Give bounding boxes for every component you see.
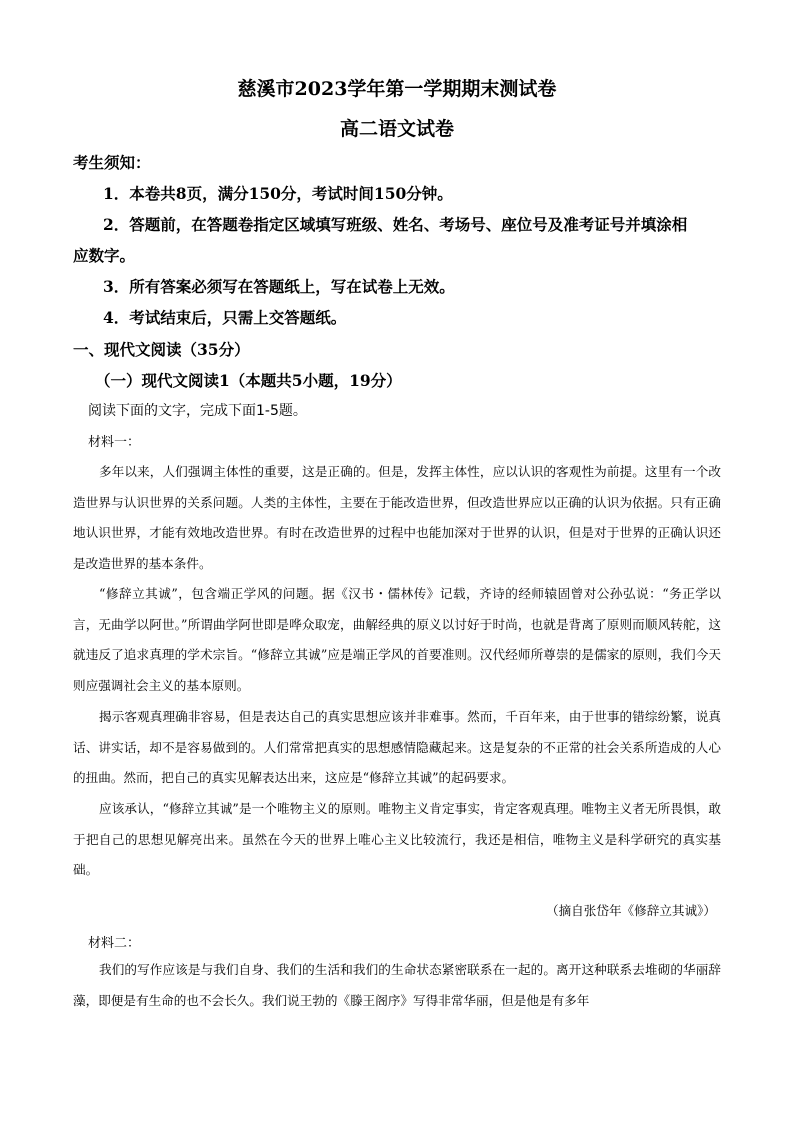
notice-item-2: 2．答题前，在答题卷指定区域填写班级、姓名、考场号、座位号及准考证号并填涂相 [103,215,688,234]
notice-heading: 考生须知： [73,153,151,172]
material1-label: 材料一： [88,435,141,450]
notice-item-2-continued: 应数字。 [73,246,136,265]
material2-paragraph: 我们的写作应该是与我们自身、我们的生活和我们的生命状态紧密联系在一起的。离开这种联系去堆砌的华丽辞藻，即便是有生命的也不会长久。我们说王勃的《滕王阁序》写得非常华丽，但是他是有多年 [73,962,721,1008]
reading-instruction: 阅读下面的文字，完成下面1-5题。 [88,403,307,419]
section-heading: 一、现代文阅读（35分） [73,340,250,359]
notice-item-4: 4．考试结束后，只需上交答题纸。 [103,308,347,327]
exam-title: 慈溪市2023学年第一学期期末测试卷 [237,78,557,100]
exam-subtitle: 高二语文试卷 [339,118,454,140]
material2-label: 材料二： [88,936,141,951]
notice-item-3: 3．所有答案必须写在答题纸上，写在试卷上无效。 [103,277,455,296]
paragraph-4: 应该承认，“修辞立其诚”是一个唯物主义的原则。唯物主义肯定事实，肯定客观真理。唯物主义者无所畏惧，敢于把自己的思想见解亮出来。虽然在今天的世界上唯心主义比较流行，我还是相信，唯物主义是科学研究的真实基础。 [73,801,721,878]
paragraph-1: 多年以来，人们强调主体性的重要，这是正确的。但是，发挥主体性，应以认识的客观性为前提。这里有一个改造世界与认识世界的关系问题。人类的主体性，主要在于能改造世界，但改造世界应以正确的认识为依据。只有正确地认识世界，才能有效地改造世界。有时在改造世界的过程中也能加深对于世界的认识，但是对于世界的正确认识还是改造世界的基本条件。 [73,464,721,571]
section-subheading: （一）现代文阅读1（本题共5小题，19分） [95,371,402,390]
paragraph-3: 揭示客观真理确非容易，但是表达自己的真实思想应该并非难事。然而，千百年来，由于世事的错综纷繁，说真话、讲实话，却不是容易做到的。人们常常把真实的思想感情隐藏起来。这是复杂的不正常的社会关系所造成的人心的扭曲。然而，把自己的真实见解表达出来，这应是“修辞立其诚”的起码要求。 [73,709,721,786]
paragraph-2: “修辞立其诚”，包含端正学风的问题。据《汉书・儒林传》记载，齐诗的经师辕固曾对公孙弘说：“务正学以言，无曲学以阿世。”所谓曲学阿世即是哗众取宠，曲解经典的原义以讨好于时尚，也就是背离了原则而顺风转舵，这就违反了追求真理的学术宗旨。“修辞立其诚”应是端正学风的首要准则。汉代经师所尊崇的是儒家的原则，我们今天则应强调社会主义的基本原则。 [73,586,721,693]
notice-item-1: 1．本卷共8页，满分150分，考试时间150分钟。 [103,184,453,203]
source-citation: （摘自张岱年《修辞立其诚》） [545,903,716,918]
